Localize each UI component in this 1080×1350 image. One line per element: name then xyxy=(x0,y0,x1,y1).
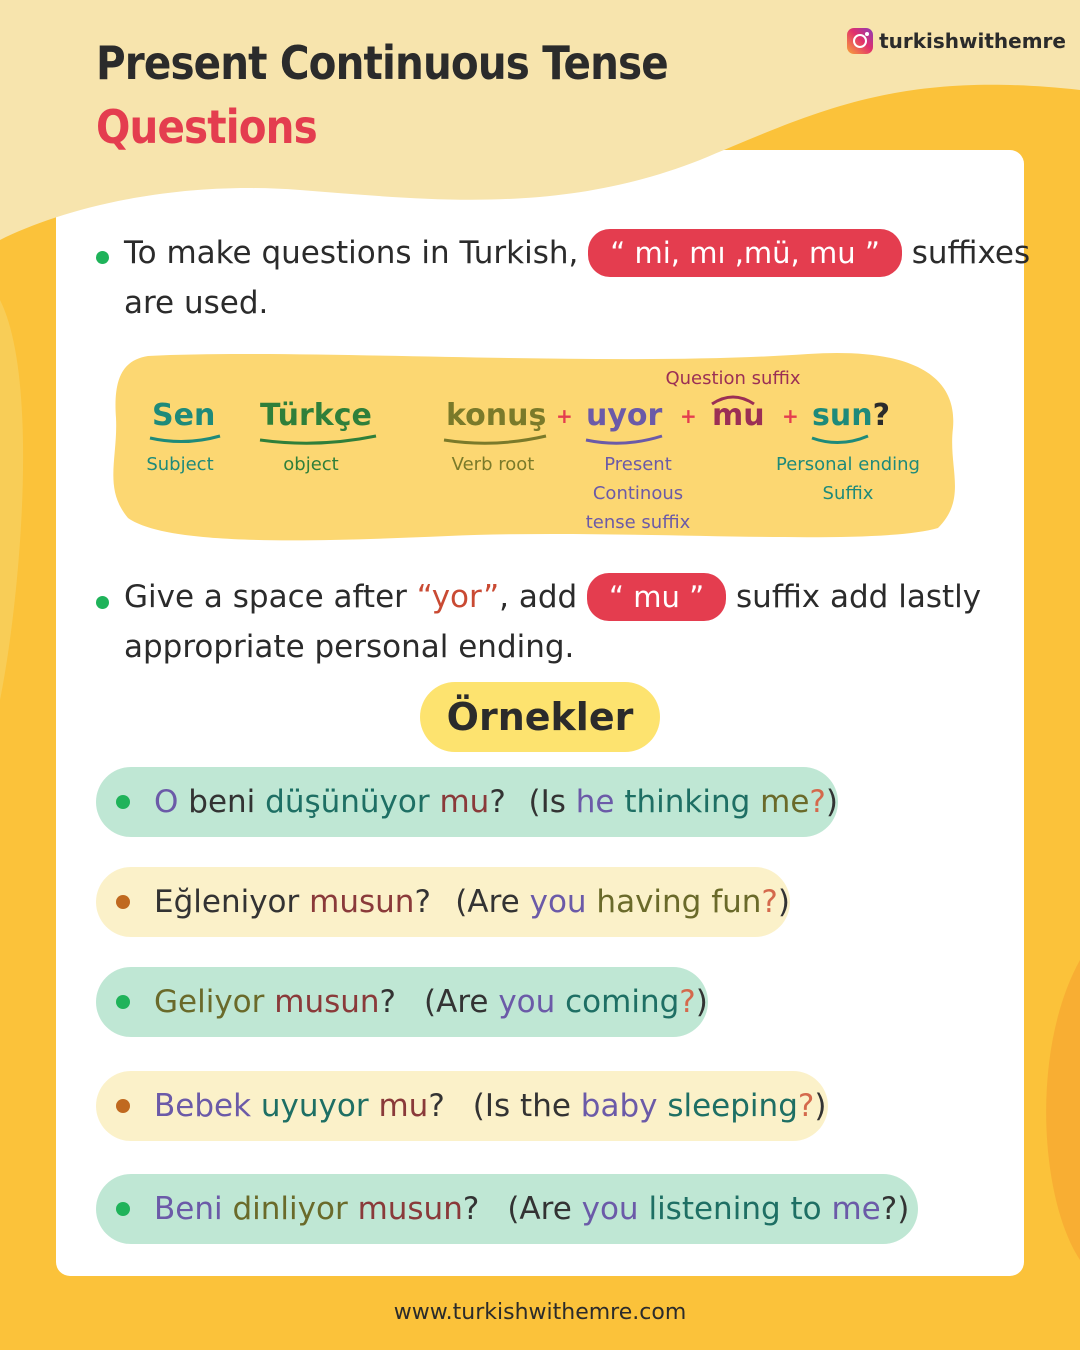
ex-word: ? xyxy=(761,884,778,920)
rule-yor: “yor” xyxy=(416,579,500,615)
ex-word: ? xyxy=(462,1191,480,1227)
underline-uyor xyxy=(584,432,664,446)
ex-word: you xyxy=(498,984,556,1020)
examples-title: Örnekler xyxy=(420,682,660,752)
ex-word: musun xyxy=(309,884,415,920)
rule-line2: appropriate personal ending. xyxy=(124,629,575,665)
word-turkce: Türkçe xyxy=(260,398,372,433)
intro-after: suffixes xyxy=(911,235,1031,271)
word-uyor: uyor xyxy=(586,398,663,433)
ex-word: you xyxy=(529,884,587,920)
label-verb-root: Verb root xyxy=(451,454,535,475)
example-row xyxy=(96,767,838,837)
ex-word: having fun xyxy=(596,884,762,920)
intro-before: To make questions in Turkish, xyxy=(124,235,579,271)
ex-word: baby xyxy=(580,1088,658,1124)
ex-word: ? xyxy=(379,984,397,1020)
ex-word: ? xyxy=(797,1088,815,1124)
ex-word: ? xyxy=(414,884,431,920)
ex-word: thinking xyxy=(624,784,751,820)
plus-sign: + xyxy=(782,404,799,428)
ex-word: O xyxy=(154,784,179,820)
ex-word: ? xyxy=(809,784,826,820)
word-mu: mu xyxy=(712,398,765,433)
ex-word: ? xyxy=(428,1088,445,1124)
question-suffix-label: Question suffix xyxy=(665,368,801,389)
footer-url[interactable]: www.turkishwithemre.com xyxy=(393,1300,687,1325)
ex-word: ? xyxy=(679,984,696,1020)
ex-word: Bebek xyxy=(154,1088,252,1124)
plus-sign: + xyxy=(680,404,697,428)
ex-word: sleeping xyxy=(667,1088,798,1124)
ex-word: musun xyxy=(357,1191,463,1227)
ex-word: ?) xyxy=(880,1191,910,1227)
ex-word: mu xyxy=(439,784,490,820)
ex-word: beni xyxy=(188,784,256,820)
ex-word: listening to xyxy=(648,1191,822,1227)
ex-word: dinliyor xyxy=(232,1191,348,1227)
instagram-handle[interactable] xyxy=(847,28,1066,54)
ex-word: (Is xyxy=(528,784,566,820)
ex-word: me xyxy=(831,1191,881,1227)
ex-word: musun xyxy=(274,984,380,1020)
suffix-pill: “ mi, mı ,mü, mu ” xyxy=(588,229,902,277)
label-personal-ending: Personal ending Suffix xyxy=(776,454,920,504)
word-konus: konuş xyxy=(446,398,547,433)
rule-part2: , add xyxy=(499,579,578,615)
bullet-dot xyxy=(116,995,130,1009)
mu-pill: “ mu ” xyxy=(587,573,726,621)
underline-sun xyxy=(810,432,870,446)
ex-word: (Is the xyxy=(472,1088,571,1124)
underline-sen xyxy=(148,432,222,446)
ex-word: me xyxy=(760,784,810,820)
ex-word: düşünüyor xyxy=(265,784,430,820)
ex-word: uyuyor xyxy=(260,1088,369,1124)
bullet-dot xyxy=(96,251,109,264)
page-title: Present Continuous Tense xyxy=(96,36,668,90)
ex-word: he xyxy=(575,784,615,820)
ex-word: ) xyxy=(777,884,790,920)
word-sun-text: sun xyxy=(812,398,873,433)
example-row xyxy=(96,867,790,937)
ex-word: (Are xyxy=(507,1191,572,1227)
example-row xyxy=(96,1174,918,1244)
instagram-icon xyxy=(847,28,873,54)
ex-word: Geliyor xyxy=(154,984,265,1020)
page-subtitle: Questions xyxy=(96,100,317,154)
ex-word: ) xyxy=(814,1088,827,1124)
word-sun xyxy=(812,398,890,433)
rule-text xyxy=(124,572,981,672)
rule-part1: Give a space after xyxy=(124,579,407,615)
bullet-dot xyxy=(116,795,130,809)
underline-konus xyxy=(442,432,548,446)
ex-word: (Are xyxy=(455,884,520,920)
ex-word: coming xyxy=(565,984,680,1020)
bullet-dot xyxy=(116,1202,130,1216)
ex-word: (Are xyxy=(424,984,489,1020)
intro-text xyxy=(124,228,1030,328)
underline-turkce xyxy=(258,432,378,446)
bullet-dot xyxy=(116,895,130,909)
ex-word: mu xyxy=(378,1088,429,1124)
question-mark: ? xyxy=(872,398,890,433)
intro-line2: are used. xyxy=(124,285,269,321)
ex-word: Beni xyxy=(154,1191,223,1227)
bullet-dot xyxy=(116,1099,130,1113)
ex-word: ) xyxy=(825,784,838,820)
label-object: object xyxy=(283,454,339,475)
plus-sign: + xyxy=(556,404,573,428)
example-row xyxy=(96,1071,828,1141)
label-present-continuous: Present Continous tense suffix xyxy=(585,454,691,533)
rule-part3: suffix add lastly xyxy=(736,579,982,615)
formula-blob xyxy=(108,348,968,544)
label-subject: Subject xyxy=(146,454,214,475)
ex-word: Eğleniyor xyxy=(154,884,300,920)
ex-word: you xyxy=(581,1191,639,1227)
ex-word: ) xyxy=(695,984,708,1020)
ex-word: ? xyxy=(489,784,506,820)
word-sen: Sen xyxy=(152,398,216,433)
example-row xyxy=(96,967,708,1037)
handle-text: turkishwithemre xyxy=(879,29,1066,53)
bullet-dot xyxy=(96,596,109,609)
